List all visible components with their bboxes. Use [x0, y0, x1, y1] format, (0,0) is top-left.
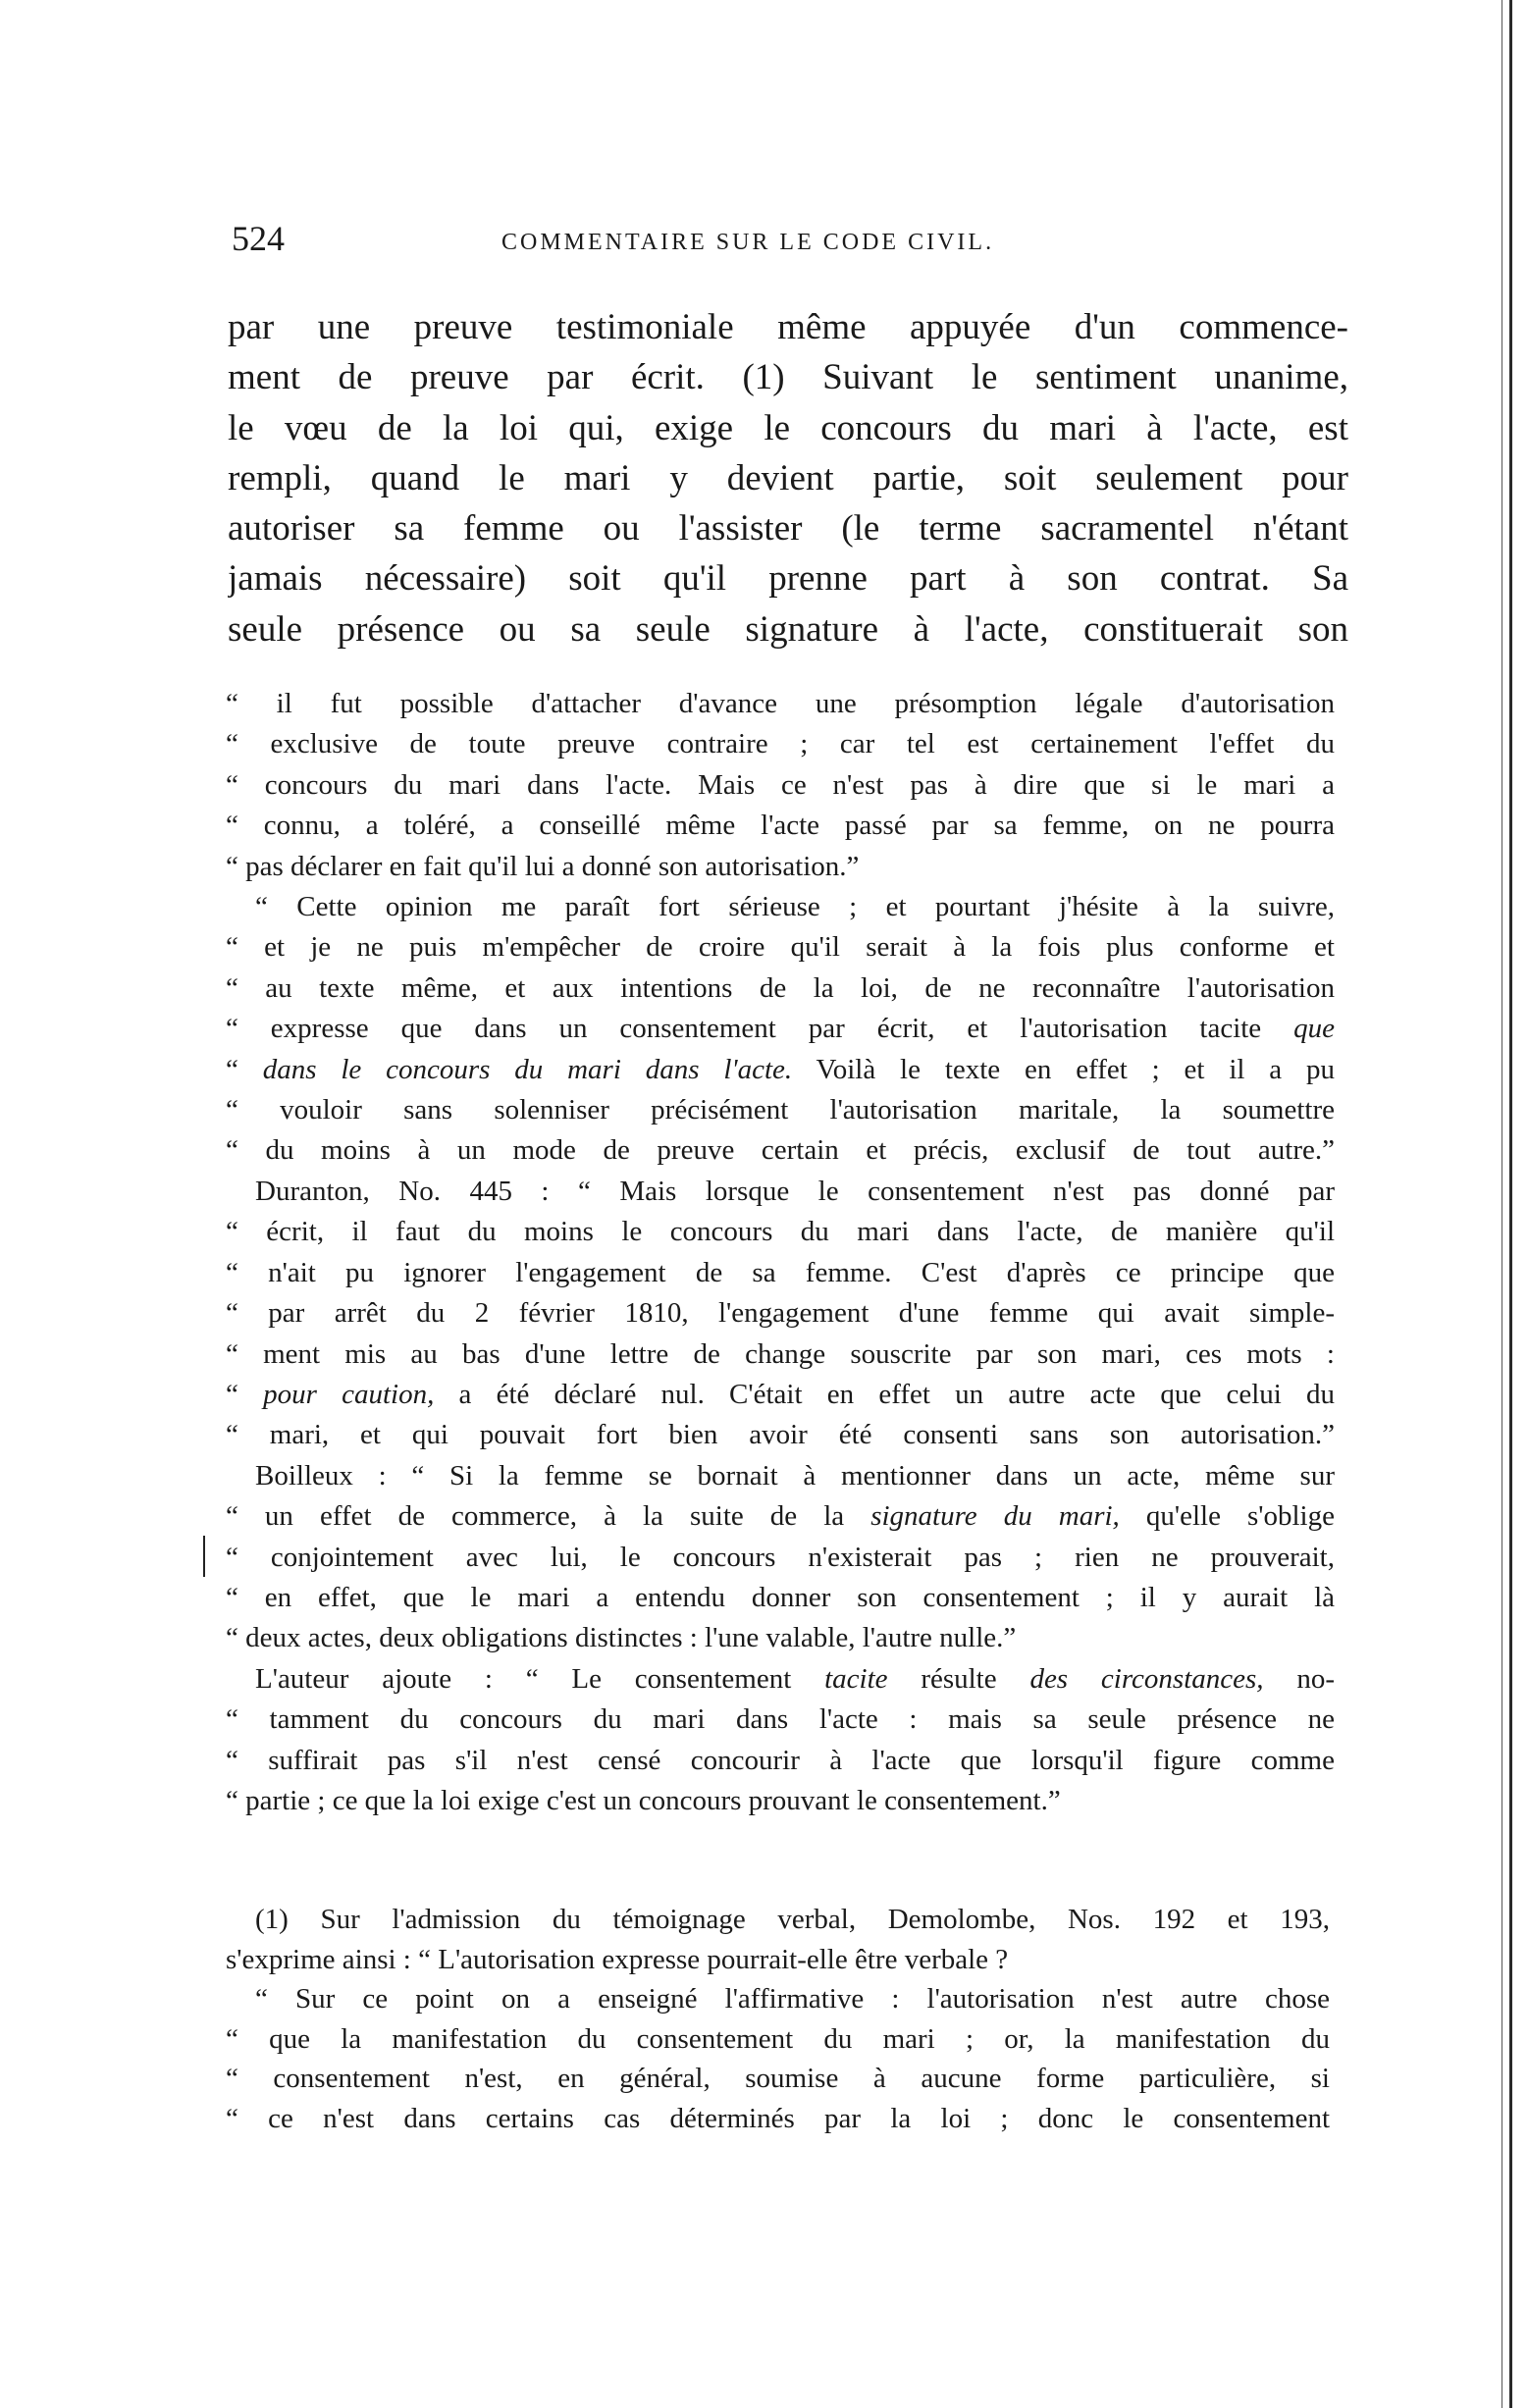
- page-header: [232, 218, 1350, 267]
- footnote-line: “ Sur ce point on a enseigné l'affirmative : l'autorisation n'est autre chose: [255, 1983, 1330, 2015]
- main-paragraph: [228, 302, 1348, 654]
- quote-mark: “: [226, 1378, 238, 1410]
- text-line: rempli, quand le mari y devient partie, soit seulement pour: [228, 457, 1348, 498]
- text-line: ment de preuve par écrit. (1) Suivant le sentiment unanime,: [228, 357, 1348, 398]
- text-line: jamais nécessaire) soit qu'il prenne part à son contrat. Sa: [228, 558, 1348, 600]
- footnote-line: “ ce n'est dans certains cas déterminés par la loi ; donc le consentement: [226, 2102, 1330, 2134]
- footnote-line: “ que la manifestation du consentement du mari ; or, la manifestation du: [226, 2022, 1330, 2055]
- quote-line: “ en effet, que le mari a entendu donner son consentement ; il y aurait là: [226, 1581, 1335, 1613]
- quote-line-part: qu'elle s'oblige: [1145, 1500, 1335, 1533]
- text-line: par une preuve testimoniale même appuyée d'un commence-: [228, 307, 1348, 347]
- italic-phrase: dans le concours du mari dans l'acte.: [262, 1053, 793, 1085]
- quote-line: “ ment mis au bas d'une lettre de change souscrite par son mari, ces mots :: [226, 1337, 1335, 1370]
- quote-line: “ deux actes, deux obligations distinctes : l'une valable, l'autre nulle.”: [226, 1622, 1017, 1654]
- italic-phrase: signature du mari,: [870, 1500, 1120, 1533]
- italic-phrase: pour caution,: [263, 1378, 435, 1410]
- quote-line: “ conjointement avec lui, le concours n'existerait pas ; rien ne prouverait,: [226, 1541, 1335, 1573]
- quote-line-part: L'auteur ajoute : “ Le consentement: [255, 1662, 792, 1695]
- quote-line: [226, 1496, 1335, 1537]
- footnote-line: “ consentement n'est, en général, soumise à aucune forme particulière, si: [226, 2063, 1330, 2095]
- quote-line: “ écrit, il faut du moins le concours du mari dans l'acte, de manière qu'il: [226, 1216, 1335, 1248]
- quote-line-part: “ expresse que dans un consentement par écrit, et l'autorisation tacite: [226, 1013, 1262, 1045]
- quote-line: “ et je ne puis m'empêcher de croire qu'il serait à la fois plus conforme et: [226, 931, 1335, 964]
- page-number: 524: [232, 219, 285, 258]
- page-edge-line: [1509, 0, 1512, 2408]
- margin-mark: [203, 1536, 205, 1577]
- running-title: COMMENTAIRE SUR LE CODE CIVIL.: [501, 230, 995, 255]
- quote-line: “ concours du mari dans l'acte. Mais ce n'est pas à dire que si le mari a: [226, 768, 1335, 801]
- quote-line: “ au texte même, et aux intentions de la loi, de ne reconnaître l'autorisation: [226, 971, 1335, 1004]
- quote-line: “ n'ait pu ignorer l'engagement de sa femme. C'est d'après ce principe que: [226, 1256, 1335, 1288]
- quote-line: “ Cette opinion me paraît fort sérieuse ; et pourtant j'hésite à la suivre,: [255, 891, 1335, 923]
- quotation-block: [226, 684, 1335, 1821]
- quote-line: “ du moins à un mode de preuve certain et précis, exclusif de tout autre.”: [226, 1134, 1335, 1167]
- quote-line: “ par arrêt du 2 février 1810, l'engagement d'une femme qui avait simple-: [226, 1297, 1335, 1330]
- quote-line: [226, 1050, 1335, 1090]
- quote-line-part: “ un effet de commerce, à la suite de la: [226, 1500, 845, 1533]
- quote-line: “ exclusive de toute preuve contraire ; car tel est certainement l'effet du: [226, 728, 1335, 760]
- footnote-line: s'exprime ainsi : “ L'autorisation expresse pourrait-elle être verbale ?: [226, 1943, 1009, 1975]
- quote-line: [226, 1009, 1335, 1049]
- quote-line-part: résulte: [921, 1662, 997, 1695]
- quote-line: “ connu, a toléré, a conseillé même l'acte passé par sa femme, on ne pourra: [226, 810, 1335, 842]
- quote-line: “ pas déclarer en fait qu'il lui a donné son autorisation.”: [226, 850, 860, 882]
- quote-line: [226, 1659, 1335, 1700]
- quote-line-part: no-: [1296, 1662, 1335, 1695]
- quote-line: “ suffirait pas s'il n'est censé concourir à l'acte que lorsqu'il figure comme: [226, 1744, 1335, 1776]
- quote-line: “ il fut possible d'attacher d'avance une présomption légale d'autorisation: [226, 688, 1335, 719]
- quote-line: “ vouloir sans solenniser précisément l'autorisation maritale, la soumettre: [226, 1094, 1335, 1126]
- quote-line: [226, 1375, 1335, 1415]
- footnote: [226, 1900, 1330, 2139]
- quote-line: Boilleux : “ Si la femme se bornait à mentionner dans un acte, même sur: [255, 1459, 1335, 1492]
- italic-phrase: tacite: [824, 1662, 888, 1695]
- quote-line: “ tamment du concours du mari dans l'acte : mais sa seule présence ne: [226, 1703, 1335, 1736]
- footnote-line: (1) Sur l'admission du témoignage verbal, Demolombe, Nos. 192 et 193,: [255, 1904, 1330, 1935]
- text-line: seule présence ou sa seule signature à l'acte, constituerait son: [228, 608, 1348, 650]
- italic-phrase: des circonstances,: [1029, 1662, 1264, 1695]
- quote-line: Duranton, No. 445 : “ Mais lorsque le consentement n'est pas donné par: [255, 1175, 1335, 1207]
- quote-line: “ partie ; ce que la loi exige c'est un concours prouvant le consentement.”: [226, 1784, 1061, 1816]
- quote-line: “ mari, et qui pouvait fort bien avoir été consenti sans son autorisation.”: [226, 1419, 1335, 1451]
- quote-line-part: Voilà le texte en effet ; et il a pu: [816, 1053, 1335, 1085]
- text-line: le vœu de la loi qui, exige le concours du mari à l'acte, est: [228, 407, 1348, 448]
- quote-mark: “: [226, 1053, 238, 1085]
- quote-line-part: a été déclaré nul. C'était en effet un autre acte que celui du: [458, 1378, 1335, 1410]
- italic-phrase: que: [1293, 1013, 1335, 1045]
- text-line: autoriser sa femme ou l'assister (le terme sacramentel n'étant: [228, 508, 1348, 550]
